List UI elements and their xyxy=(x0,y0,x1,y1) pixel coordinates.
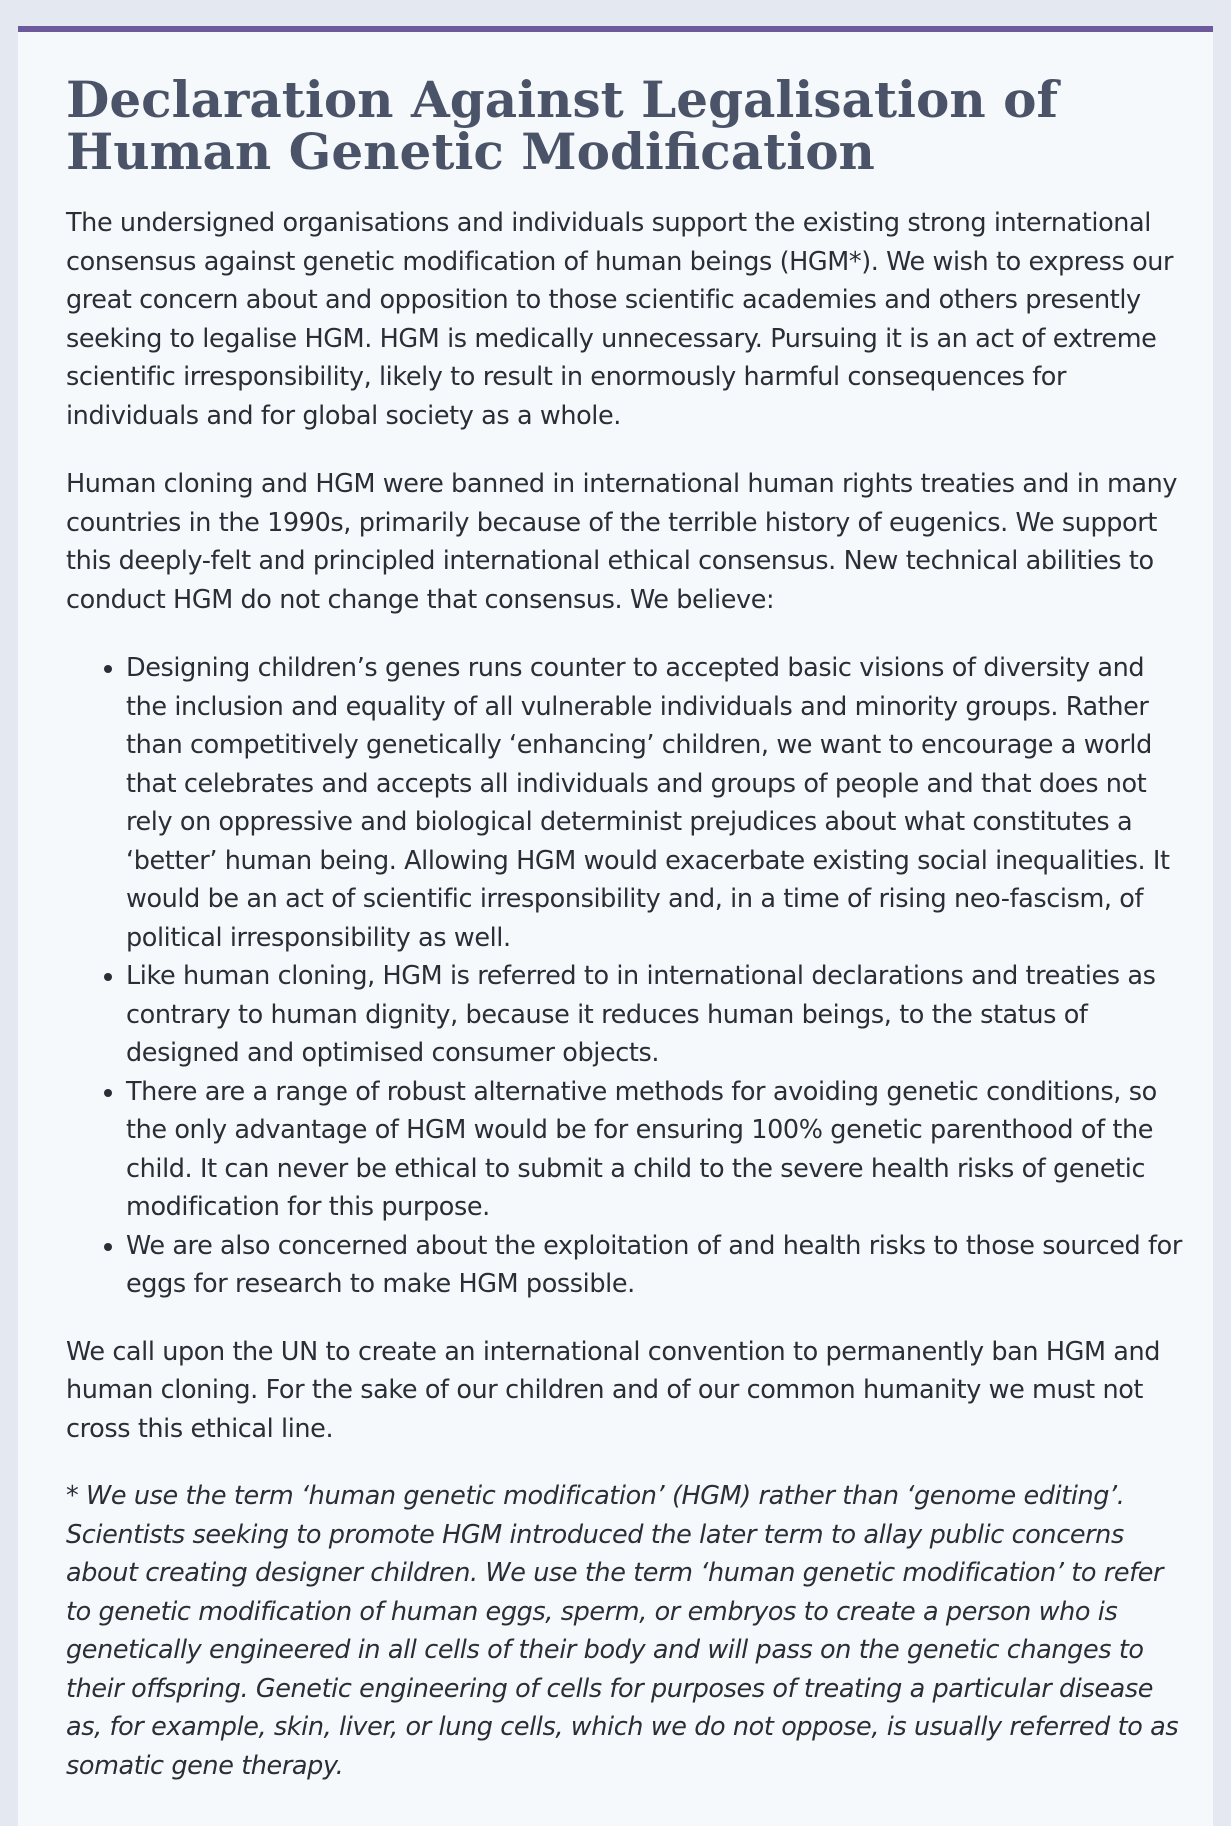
belief-item: • There are a range of robust alternative methods for avoiding genetic conditions, so the only advantage of HGM would be for ensuring 100% genetic parenthood of the child. It can never be ethical to submit a child to the severe health risks of genetic modification for this purpose. xyxy=(126,1073,1191,1227)
footnote: * We use the term ‘human genetic modification’ (HGM) rather than ‘genome editing’. Scientists seeking to promote HGM introduced the later term to allay public concerns about creating designer children. We use the term ‘human genetic modification’ to refer to genetic modification of human eggs, sperm, or embryos to create a person who is genetically engineered in all cells of their body and will pass on the genetic changes to their offspring. Genetic engineering of cells for purposes of treating a particular disease as, for example, skin, liver, or lung cells, which we do not oppose, is usually referred to as somatic gene therapy. xyxy=(66,1481,1179,1781)
call-paragraph: We call upon the UN to create an international convention to permanently ban HGM and human cloning. For the sake of our children and of our common humanity we must not cross this ethical line. xyxy=(66,1336,1161,1444)
belief-item: • We are also concerned about the exploitation of and health risks to those sourced for eggs for research to make HGM possible. xyxy=(126,1227,1191,1304)
belief-item: • Like human cloning, HGM is referred to in international declarations and treaties as contrary to human dignity, because it reduces human beings, to the status of designed and optimised consumer objects. xyxy=(126,957,1191,1073)
declaration-card xyxy=(18,26,1213,1826)
background-paragraph: Human cloning and HGM were banned in international human rights treaties and in many countries in the 1990s, primarily because of the terrible history of eugenics. We support this deeply-felt and principled international ethical consensus. New technical abilities to conduct HGM do not change that consensus. We believe: xyxy=(66,469,1178,615)
declaration-content xyxy=(66,70,1191,1785)
intro-paragraph: The undersigned organisations and individuals support the existing strong international consensus against genetic modification of human beings (HGM*). We wish to express our great concern about and opposition to those scientific academies and others presently seeking to legalise HGM. HGM is medically unnecessary. Pursuing it is an act of extreme scientific irresponsibility, likely to result in enormously harmful consequences for individuals and for global society as a whole. xyxy=(66,208,1174,431)
belief-item: • Designing children’s genes runs counter to accepted basic visions of diversity and the inclusion and equality of all vulnerable individuals and minority groups. Rather than competitively genetically ‘enhancing’ children, we want to encourage a world that celebrates and accepts all individuals and groups of people and that does not rely on oppressive and biological determinist prejudices about what constitutes a ‘better’ human being. Allowing HGM would exacerbate existing social inequalities. It would be an act of scientific irresponsibility and, in a time of rising neo-fascism, of political irresponsibility as well. xyxy=(126,649,1191,957)
beliefs-list xyxy=(66,649,1191,1304)
page-title: Declaration Against Legalisation of Human Genetic Modification xyxy=(66,70,1059,181)
